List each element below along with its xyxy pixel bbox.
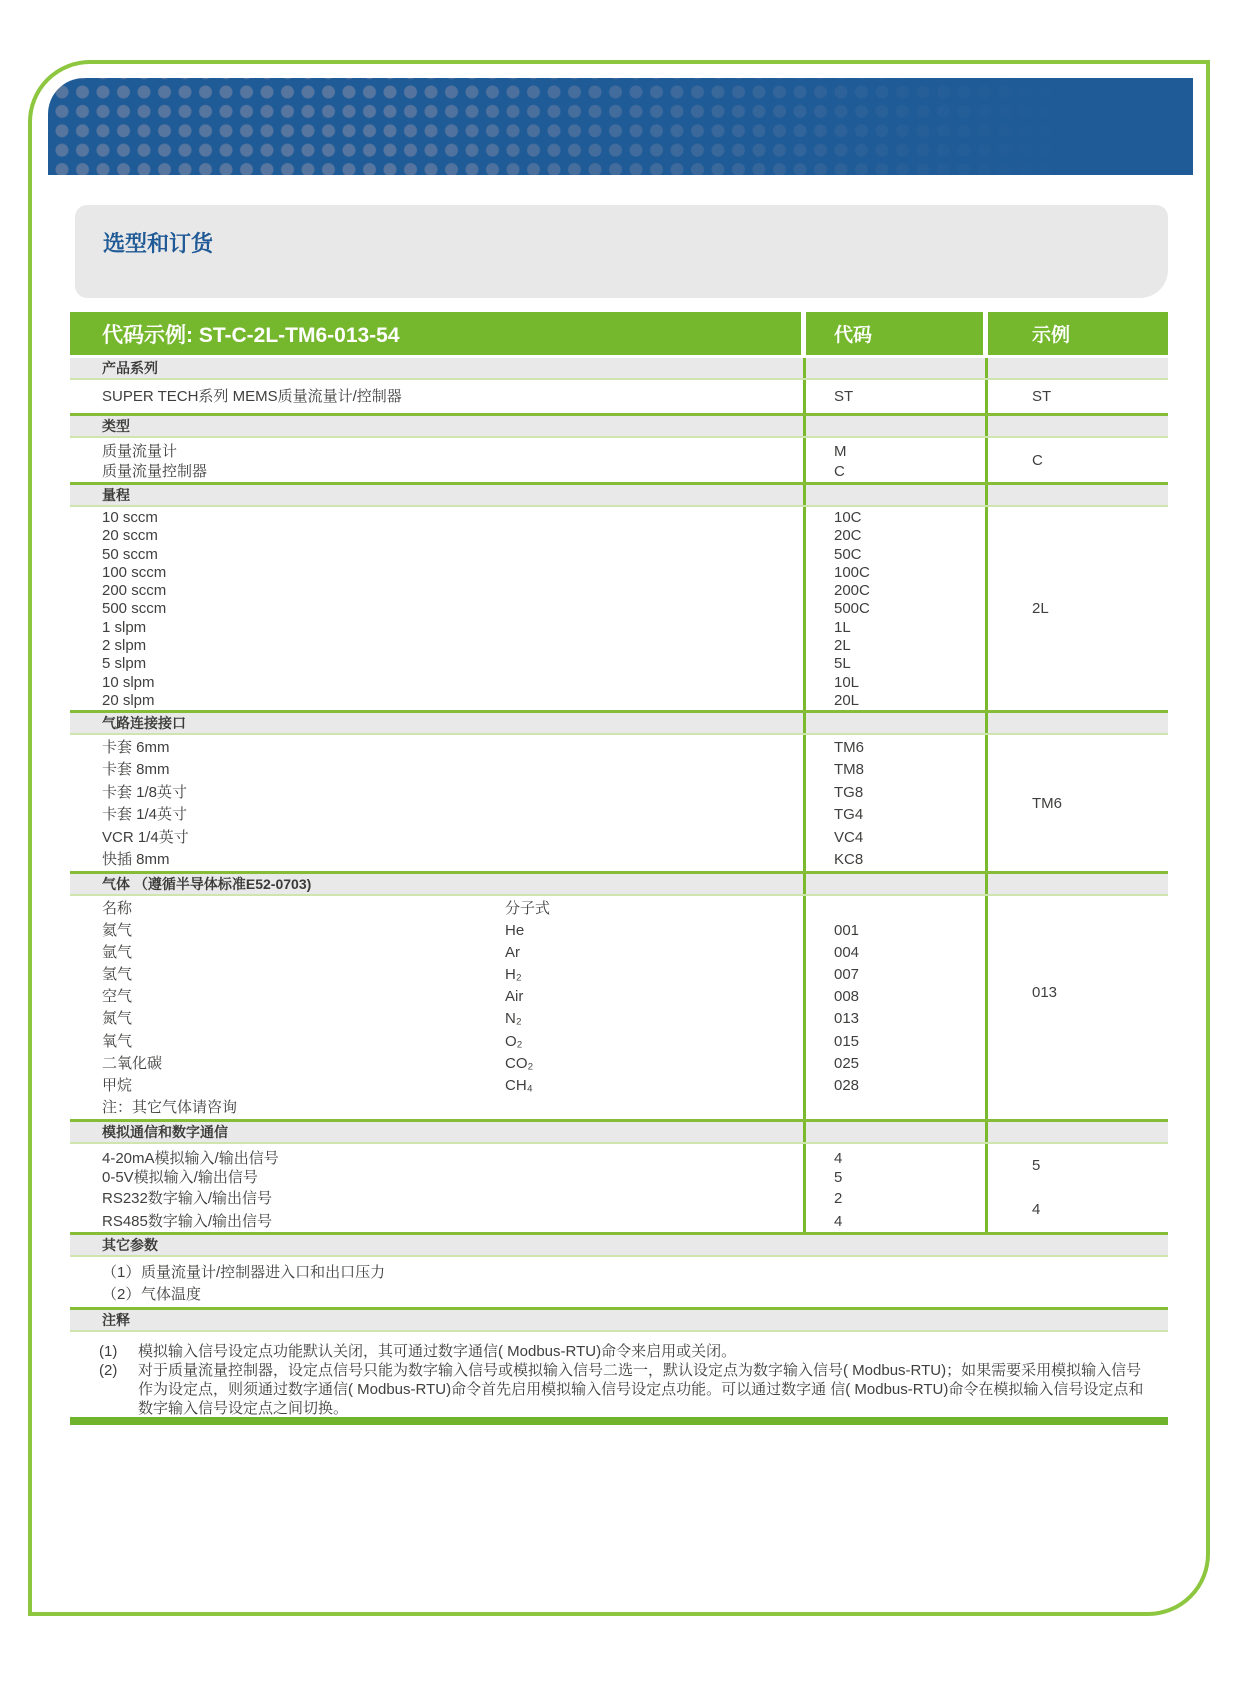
section-header (70, 413, 1168, 438)
row-code: 50C (834, 545, 862, 563)
section-header (70, 710, 1168, 735)
row-label: RS485数字输入/输出信号 (102, 1213, 273, 1230)
row-label: 2 slpm (102, 637, 147, 655)
row-label: 50 sccm (102, 545, 158, 563)
row-labels (70, 438, 806, 482)
param-items (70, 1257, 1168, 1307)
section-body (70, 1257, 1168, 1307)
row-code: 013 (834, 1010, 860, 1028)
row-label: 5 slpm (102, 655, 147, 673)
gas-row: 氧气 O₂ (102, 1032, 523, 1050)
example-value: 013 (1032, 984, 1058, 1001)
section-body (70, 507, 1168, 710)
row-code: 028 (834, 1076, 860, 1094)
param-item: （2） 气体温度 (102, 1286, 202, 1303)
row-label: 质量流量控制器 (102, 463, 208, 480)
row-code: TG8 (834, 783, 864, 801)
gas-subheader (102, 898, 803, 920)
row-codes (806, 438, 988, 482)
section-body (70, 380, 1168, 413)
section-header-cell (806, 485, 988, 505)
section-title: 模拟通信和数字通信 (70, 1122, 806, 1142)
row-code: 100C (834, 563, 870, 581)
section-title: 气体 （遵循半导体标准E52-0703) (70, 874, 806, 894)
section-type (70, 413, 1168, 482)
section-body (70, 1144, 1168, 1232)
section-header-cell (806, 1122, 988, 1142)
gas-row: 二氧化碳 CO₂ (102, 1054, 534, 1072)
row-label: 1 slpm (102, 618, 147, 636)
section-header-cell (988, 874, 1168, 894)
row-label: VCR 1/4英寸 (102, 828, 189, 846)
section-notes (70, 1307, 1168, 1417)
page-title: 选型和订货 (103, 231, 214, 256)
section-header (70, 871, 1168, 896)
example-value: 2L (1032, 600, 1049, 617)
section-header-cell (806, 416, 988, 436)
section-header (70, 1119, 1168, 1144)
section-body (70, 896, 1168, 1119)
row-code: 200C (834, 582, 870, 600)
section-header-cell (988, 1122, 1168, 1142)
row-code: M (834, 443, 847, 460)
section-header-cell (806, 1310, 988, 1330)
section-header (70, 1307, 1168, 1332)
section-range (70, 482, 1168, 710)
example-value: TM6 (1032, 794, 1062, 812)
row-code: 2 (834, 1190, 843, 1207)
example-value: 4 (1032, 1201, 1041, 1218)
row-label: 10 sccm (102, 509, 158, 526)
gas-formula-header: 分子式 (505, 900, 551, 917)
section-gases (70, 871, 1168, 1119)
row-labels (70, 1144, 806, 1187)
section-title: 其它参数 (102, 1237, 158, 1253)
row-label: SUPER TECH系列 MEMS质量流量计/控制器 (70, 380, 806, 413)
section-fittings (70, 710, 1168, 871)
section-header-cell (806, 1235, 988, 1255)
row-code: 5 (834, 1169, 843, 1186)
row-codes (806, 896, 988, 1119)
section-header (70, 482, 1168, 507)
section-header (70, 355, 1168, 380)
code-example-header: 代码示例: ST-C-2L-TM6-013-54 (70, 312, 806, 355)
row-code: 007 (834, 966, 860, 984)
section-header-cell (988, 1310, 1168, 1330)
row-code: 10C (834, 509, 862, 526)
row-label: 卡套 1/8英寸 (102, 783, 188, 801)
comm-group-analog (70, 1144, 1168, 1187)
gas-row: 氩气 Ar (102, 944, 520, 962)
row-label: 200 sccm (102, 582, 167, 600)
table-bottom-bar (70, 1417, 1168, 1425)
section-title: 类型 (70, 416, 806, 436)
section-other-params (70, 1232, 1168, 1307)
param-item: （1） 质量流量计/控制器进入口和出口压力 (102, 1264, 386, 1281)
row-codes (806, 1144, 988, 1187)
section-header-cell (988, 713, 1168, 733)
row-code: 001 (834, 922, 860, 940)
gas-row: 氢气 H₂ (102, 966, 522, 984)
row-labels (70, 735, 806, 871)
header-banner (48, 78, 1193, 175)
comm-group-digital (70, 1187, 1168, 1232)
ordering-table (70, 312, 1168, 1425)
row-label: 20 slpm (102, 691, 155, 709)
row-code: ST (806, 380, 988, 413)
row-code: C (834, 463, 845, 480)
row-code: 10L (834, 673, 860, 691)
note-item: (1) 模拟输入信号设定点功能默认关闭，其可通过数字通信( Modbus-RTU)命令来启用或关闭。 (99, 1343, 737, 1360)
table-header-row (70, 312, 1168, 355)
row-label: 质量流量计 (102, 443, 178, 460)
row-code: 2L (834, 637, 851, 655)
row-code: 5L (834, 655, 851, 673)
row-code: TM8 (834, 761, 864, 779)
row-label: 4-20mA模拟输入/输出信号 (102, 1150, 279, 1167)
row-label: 100 sccm (102, 563, 167, 581)
gas-row: 甲烷 CH₄ (102, 1076, 533, 1094)
row-code: 008 (834, 988, 860, 1006)
row-code: 4 (834, 1150, 843, 1167)
row-code: 500C (834, 600, 870, 618)
section-communication (70, 1119, 1168, 1232)
section-title: 气路连接接口 (70, 713, 806, 733)
row-label: 500 sccm (102, 600, 167, 618)
note-item: (2) 对于质量流量控制器，设定点信号只能为数字输入信号或模拟输入信号二选一，默认设定点为数字输入信号( Modbus-RTU)；如果需要采用模拟输入信号作为设定点，则须通过数字通信( Modbus-RTU)命令首先启用模拟输入信号设定点功能。可以通过数字通 信( Modbus-RTU)命令在模拟输入信号设定点和数字输入信号设定点之间切换。 (99, 1362, 1144, 1417)
gas-row: 空气 Air (102, 988, 524, 1006)
row-code: TM6 (834, 739, 864, 756)
row-label: 20 sccm (102, 527, 158, 545)
row-code: 025 (834, 1054, 860, 1072)
section-header-cell (988, 358, 1168, 378)
row-label: 10 slpm (102, 673, 155, 691)
notes-body (70, 1332, 1168, 1417)
section-header (70, 1232, 1168, 1257)
section-header-cell (806, 713, 988, 733)
gas-rows (70, 896, 806, 1119)
section-header-cell (988, 416, 1168, 436)
example-value: ST (1032, 388, 1052, 405)
row-code: TG4 (834, 806, 864, 824)
example-value: C (1032, 451, 1043, 469)
row-label: 卡套 6mm (102, 739, 170, 756)
section-header-cell (988, 485, 1168, 505)
row-code: 1L (834, 618, 851, 636)
row-codes (806, 1187, 988, 1232)
row-labels (70, 507, 806, 710)
row-code: 20C (834, 527, 862, 545)
row-labels (70, 1187, 806, 1232)
gas-row: 氮气 N₂ (102, 1010, 522, 1028)
example-value: 5 (1032, 1157, 1041, 1174)
row-code: KC8 (834, 851, 864, 869)
row-code: 004 (834, 944, 860, 962)
section-header-cell (806, 358, 988, 378)
row-codes (806, 735, 988, 871)
row-label: 卡套 1/4英寸 (102, 806, 188, 824)
example-column-header: 示例 (1032, 325, 1071, 346)
section-product-series (70, 355, 1168, 413)
row-label: 快插 8mm (102, 851, 170, 869)
row-label: 卡套 8mm (102, 761, 170, 779)
gas-note: 注：其它气体请咨询 (102, 1098, 238, 1116)
row-label: 0-5V模拟输入/输出信号 (102, 1169, 258, 1186)
row-code: VC4 (834, 828, 864, 846)
gas-row: 氦气 He (102, 922, 525, 940)
section-header-cell (806, 874, 988, 894)
gas-name-header: 名称 (102, 900, 133, 917)
row-code: 20L (834, 691, 860, 709)
section-body (70, 735, 1168, 871)
row-label: RS232数字输入/输出信号 (102, 1190, 273, 1207)
row-codes (806, 507, 988, 710)
section-title: 注释 (102, 1312, 130, 1328)
row-code: 015 (834, 1032, 860, 1050)
code-column-header: 代码 (806, 312, 988, 355)
section-header-cell (988, 1235, 1168, 1255)
section-title-box (75, 205, 1168, 298)
row-code: 4 (834, 1213, 843, 1230)
section-title: 产品系列 (70, 358, 806, 378)
section-title: 量程 (70, 485, 806, 505)
section-body (70, 438, 1168, 482)
